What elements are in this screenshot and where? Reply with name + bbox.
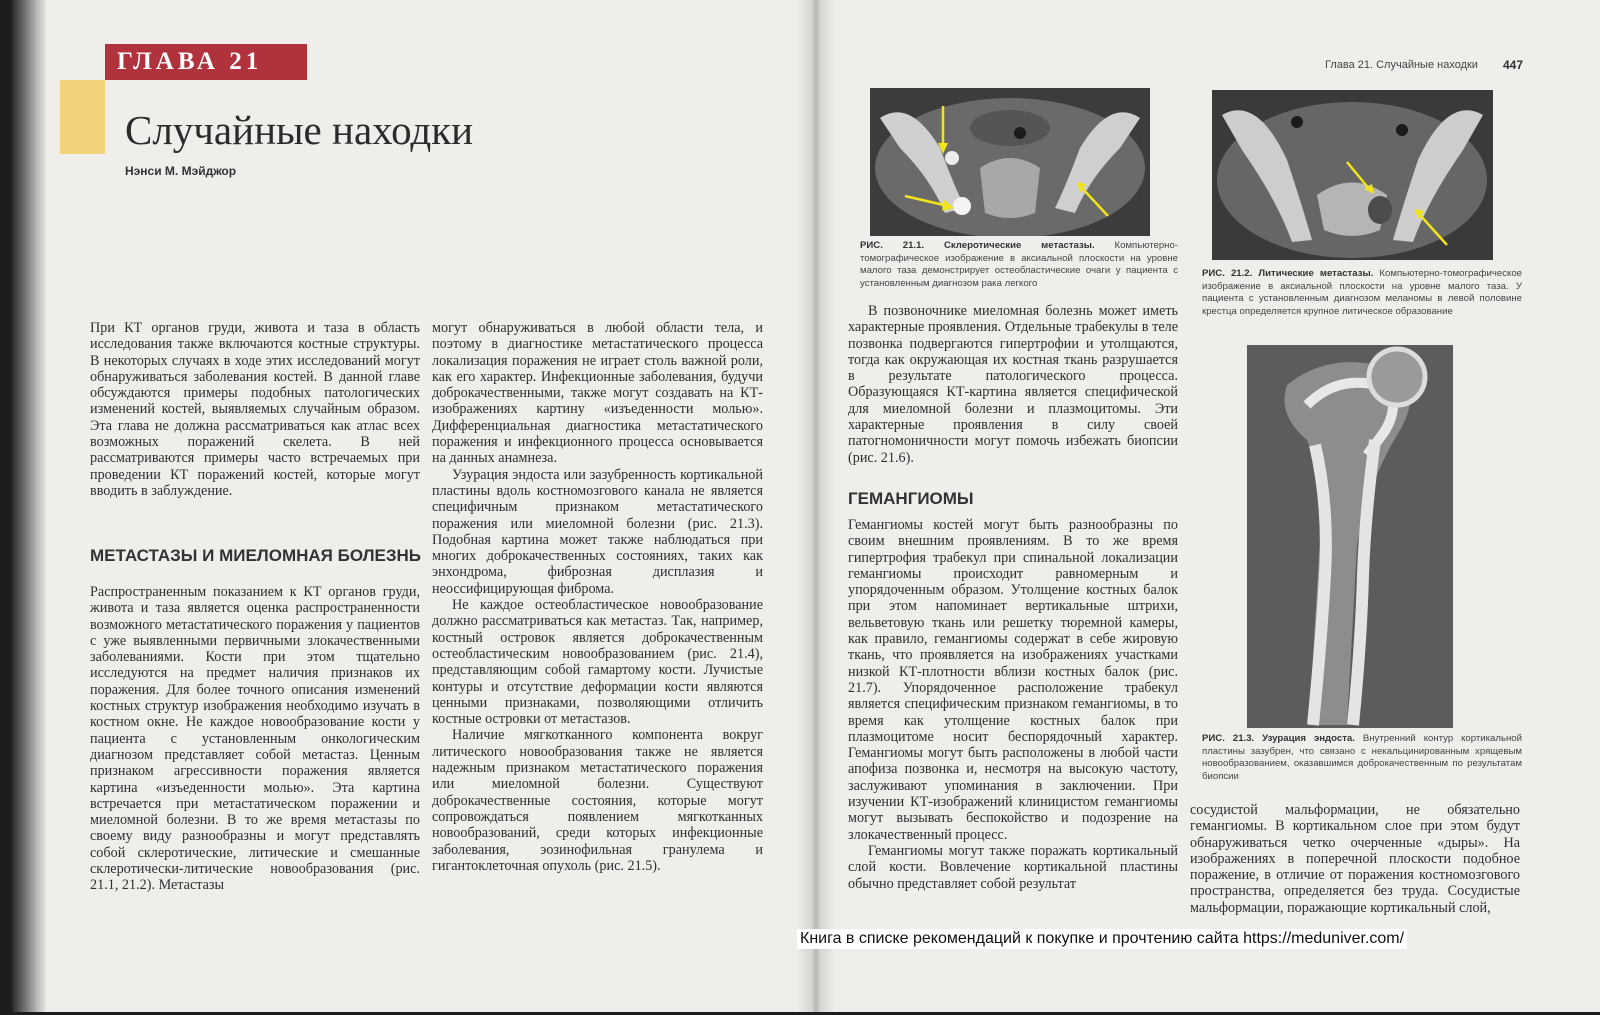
chapter-title: Случайные находки — [125, 107, 474, 153]
right-page-first-column-bottom — [848, 517, 1178, 892]
figure-21-2-label: РИС. 21.2. Литические метастазы. — [1202, 268, 1374, 279]
figure-21-3-text: Внутренний контур кортикальной пластины зазубрен, что связано с некальцинированным хрящевым новообразованием, оказавшимся доброкачественным по результатам биопсии — [1202, 733, 1522, 782]
chapter-author: Нэнси М. Мэйджор — [125, 164, 237, 178]
section-heading-hemangiomas: ГЕМАНГИОМЫ — [848, 489, 974, 508]
figure-21-2-caption — [1202, 268, 1522, 318]
book-spread — [12, 0, 1600, 1012]
page-number: 447 — [1503, 58, 1524, 72]
left-page-second-column — [432, 320, 763, 874]
intro-paragraph: При КТ органов груди, живота и таза в область исследования также включаются костные структуры. В некоторых случаях в ходе этих исследований могут обнаруживаться заболевания костей. В данной главе обсуждаются примеры подобных патологических изменений костей, выявляемых случайным образом. Эта глава не должна рассматриваться как атлас всех возможных поражений скелета. В ней рассматриваются примеры часто встречаемых при проведении КТ поражений костей, которые могут вводить в заблуждение. — [90, 320, 420, 499]
section-heading-metastases: МЕТАСТАЗЫ И МИЕЛОМНАЯ БОЛЕЗНЬ — [90, 546, 422, 565]
figure-21-3-ct-image — [1247, 345, 1453, 728]
col2-paragraph-3: Не каждое остеобластическое новообразование должно рассматриваться как метастаз. Так, например, костный островок является доброкачественным остеобластическим новообразованием (рис. 21.4), представляющим собой гамартому кости. Лучистые контуры и отсутствие деформации кости являются ценными признаками, позволяющими отличить костные островки от метастазов. — [432, 597, 763, 728]
figure-21-3-caption — [1202, 733, 1522, 783]
right-page-second-column — [1190, 802, 1520, 916]
site-recommendation-notice: Книга в списке рекомендаций к покупке и прочтению сайта https://meduniver.com/ — [797, 929, 1407, 949]
figure-21-2-ct-image — [1212, 90, 1493, 260]
figure-21-3-label: РИС. 21.3. Узурация эндоста. — [1202, 733, 1355, 744]
col3-paragraph-3: Гемангиомы могут также поражать кортикальный слой кости. Вовлечение кортикальной пластины обычно представляет собой результат — [848, 842, 1178, 892]
chapter-accent-block — [60, 80, 105, 154]
col3-paragraph-1: В позвоночнике миеломная болезнь может иметь характерные проявления. Отдельные трабекулы в теле позвонка подвергаются гипертрофии и утолщаются, тогда как окружающая их костная ткань разрушается в результате патологического процесса. Образующаяся КТ-картина является специфической для миеломной болезни и плазмоцитомы. Эти характерные проявления в силу своей патогномоничности могут помочь избежать биопсии (рис. 21.6). — [848, 303, 1178, 466]
femur-ct-svg — [1247, 345, 1453, 728]
metastases-paragraph: Распространенным показанием к КТ органов груди, живота и таза является оценка распространенности возможного метастатического поражения у пациентов с уже выявленными первичными злокачественными заболеваниями. Кости при этом тщательно исследуются на предмет наличия признаков их поражения. Для более точного описания изменений костных структур изображения необходимо изучать в костном окне. Не каждое новообразование кости у пациента с установленным онкологическим диагнозом представляет собой метастаз. Ценным признаком агрессивности поражения является картина «изъеденности молью». Эта картина встречается при метастатическом поражении и миеломной болезни. В то же время метастазы по своему виду разнообразны и могут представлять собой склеротические, литические и смешанные склеротически-литические новообразования (рис. 21.1, 21.2). Метастазы — [90, 584, 420, 894]
col4-paragraph-1: сосудистой мальформации, не обязательно гемангиомы. В кортикальном слое при этом будут обнаруживаться четко очерченные «дыры». На изображениях в поперечной плоскости подобное поражение, в отличие от поражения костномозгового пространства, определяется без труда. Сосудистые мальформации, поражающие кортикальный слой, — [1190, 802, 1520, 916]
running-head: Глава 21. Случайные находки — [1325, 59, 1478, 71]
col3-paragraph-2: Гемангиомы костей могут быть разнообразны по своим внешним проявлениям. В то же время гипертрофия трабекул при спинальной локализации гемангиомы происходит равномерным и упорядоченным образом. Утолщение костных балок при этом напоминает вертикальные штрихи, вельветовую ткань или решетку тюремной камеры, как правило, гемангиомы содержат в себе жировую ткань, что проявляется на изображениях участками низкой КТ-плотности вблизи костных балок (рис. 21.7). Упорядоченное расположение трабекул является специфическим признаком гемангиомы, в то время как утолщение костных балок при плазмоцитоме носит беспорядочный характер. Гемангиомы могут быть расположены в любой части апофиза позвонка и, несмотря на высокую частоту, заслуживают упоминания в заключении. При изучении КТ-изображений клиницистом гемангиомы могут вызывать беспокойство и подозрение на злокачественный процесс. — [848, 517, 1178, 843]
col2-paragraph-4: Наличие мягкотканного компонента вокруг литического новообразования также не является надежным признаком метастатического поражения или миеломной болезни. Существуют доброкачественные состояния, которые могут сопровождаться появлением мягкотканных новообразований, среди которых инфекционные заболевания, эозинофильная гранулема и гигантоклеточная опухоль (рис. 21.5). — [432, 727, 763, 874]
book-gutter — [796, 0, 836, 1012]
col2-paragraph-1: могут обнаруживаться в любой области тела, и поэтому в диагностике метастатического процесса локализация поражения не играет столь важной роли, как его характер. Инфекционные заболевания, будучи доброкачественными, также могут создавать на КТ-изображениях картину «изъеденности молью». Дифференциальная диагностика метастатического поражения и инфекционного процесса основывается на данных анамнеза. — [432, 320, 763, 467]
book-edge — [12, 0, 46, 1012]
figure-21-1-text: Компьютерно-томографическое изображение в аксиальной плоскости на уровне малого таза демонстрирует остеобластические очаги у пациента с установленным диагнозом рака легкого — [860, 240, 1178, 289]
right-page-first-column-top — [848, 303, 1178, 466]
left-column-section — [90, 584, 420, 894]
pelvis-ct-lytic-svg — [1212, 90, 1493, 260]
figure-21-1-caption — [860, 240, 1178, 290]
figure-21-1-ct-image — [870, 88, 1150, 236]
pelvis-ct-sclerotic-svg — [870, 88, 1150, 236]
left-column-intro — [90, 320, 420, 499]
chapter-label: ГЛАВА 21 — [117, 48, 263, 75]
figure-21-2-text: Компьютерно-томографическое изображение в аксиальной плоскости на уровне малого таза. У пациента с установленным диагнозом меланомы в левой половине крестца определяется крупное литическое образование — [1202, 268, 1522, 317]
figure-21-1-label: РИС. 21.1. Склеротические метастазы. — [860, 240, 1095, 251]
col2-paragraph-2: Узурация эндоста или зазубренность кортикальной пластины вдоль костномозгового канала не является специфичным признаком метастатического поражения или миеломной болезни (рис. 21.3). Подобная картина может также наблюдаться при многих доброкачественных состояниях, таких как энхондрома, фиброзная дисплазия и неоссифицирующая фиброма. — [432, 466, 763, 597]
